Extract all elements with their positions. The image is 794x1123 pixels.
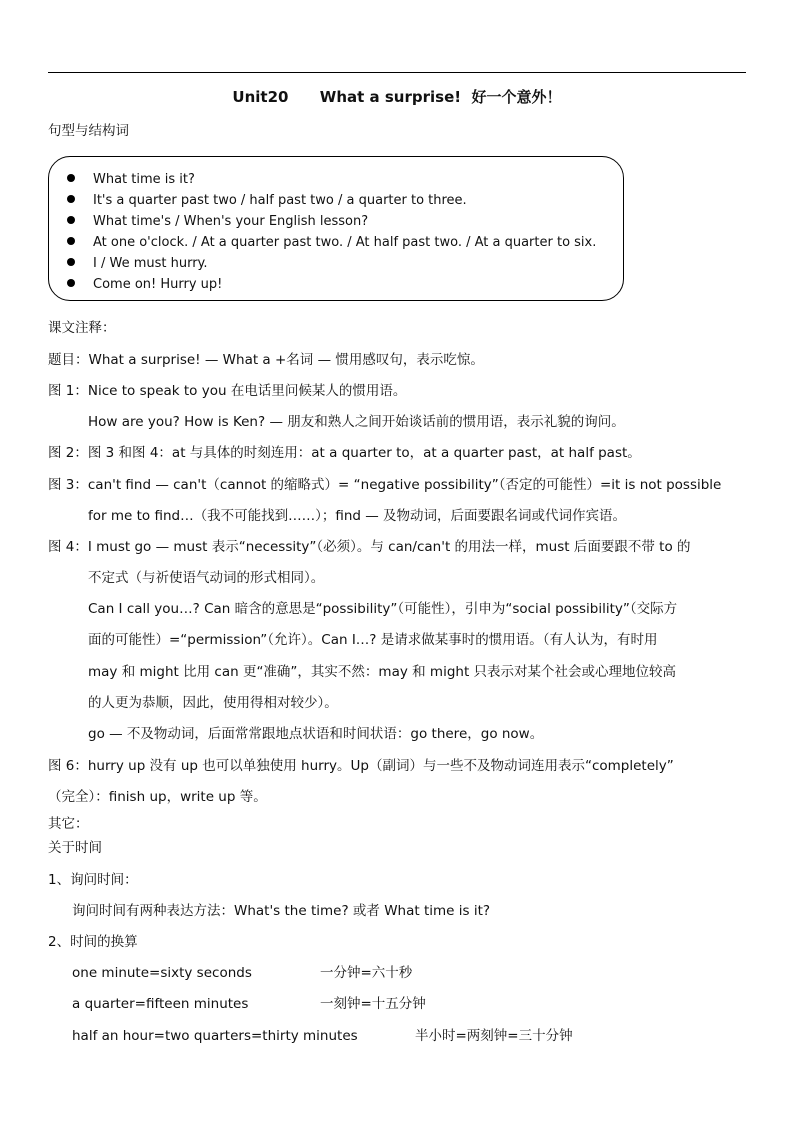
- time-heading: 关于时间: [48, 840, 102, 856]
- bullet-icon: [67, 237, 75, 245]
- pattern-text: What time is it?: [93, 172, 195, 187]
- note-line: go — 不及物动词，后面常常跟地点状语和时间状语：go there，go now。: [88, 726, 544, 742]
- note-line: How are you? How is Ken? — 朋友和熟人之间开始谈话前的惯用语，表示礼貌的询问。: [88, 414, 625, 430]
- note-line: Can I call you…? Can 暗含的意思是“possibility”（可能性），引申为“social possibility”（交际方: [88, 601, 678, 617]
- note-line: for me to find…（我不可能找到……）；find — 及物动词，后面要跟名词或代词作宾语。: [88, 508, 627, 524]
- section-heading: 句型与结构词: [48, 123, 129, 139]
- bullet-icon: [67, 195, 75, 203]
- pattern-text: What time's / When's your English lesson?: [93, 214, 369, 229]
- note-line: 图 3：can't find — can't（cannot 的缩略式）= “negative possibility”（否定的可能性）=it is not possible: [48, 477, 722, 493]
- conversion-heading: 2、时间的换算: [48, 934, 138, 950]
- header-rule: [48, 72, 746, 73]
- note-line: 图 2：图 3 和图 4：at 与具体的时刻连用：at a quarter to，at a quarter past，at half past。: [48, 445, 641, 461]
- note-line: 不定式（与祈使语气动词的形式相同）。: [88, 570, 325, 586]
- list-item: [67, 232, 596, 253]
- other-heading: 其它：: [48, 816, 89, 832]
- pattern-text: At one o'clock. / At a quarter past two. / At half past two. / At a quarter to six.: [93, 235, 597, 250]
- note-line: 图 1：Nice to speak to you 在电话里问候某人的惯用语。: [48, 383, 407, 399]
- note-line: 题目：What a surprise! — What a +名词 — 惯用感叹句，表示吃惊。: [48, 352, 484, 368]
- notes-heading: 课文注释：: [48, 320, 116, 336]
- list-item: [67, 274, 596, 295]
- conversion-en: one minute=sixty seconds: [72, 965, 252, 981]
- note-line: 面的可能性）=“permission”（允许）。Can I…? 是请求做某事时的惯用语。（有人认为，有时用: [88, 632, 658, 648]
- conversion-en: half an hour=two quarters=thirty minutes: [72, 1028, 358, 1044]
- ask-time-text: 询问时间有两种表达方法：What's the time? 或者 What time is it?: [72, 903, 491, 919]
- bullet-icon: [67, 216, 75, 224]
- conversion-zh: 半小时=两刻钟=三十分钟: [415, 1028, 573, 1044]
- pattern-text: It's a quarter past two / half past two / a quarter to three.: [93, 193, 467, 208]
- pattern-text: I / We must hurry.: [93, 256, 208, 271]
- note-line: 的人更为恭顺，因此，使用得相对较少）。: [88, 695, 338, 711]
- list-item: [67, 169, 596, 190]
- bullet-icon: [67, 174, 75, 182]
- ask-time-heading: 1、询问时间：: [48, 872, 138, 888]
- sentence-patterns-box: [48, 156, 624, 301]
- list-item: [67, 190, 596, 211]
- list-item: [67, 253, 596, 274]
- bullet-icon: [67, 279, 75, 287]
- sentence-patterns-list: [67, 169, 596, 295]
- note-line: may 和 might 比用 can 更“准确”，其实不然：may 和 might 只表示对某个社会或心理地位较高: [88, 664, 677, 680]
- conversion-zh: 一刻钟=十五分钟: [320, 996, 426, 1012]
- note-line: （完全）：finish up，write up 等。: [48, 789, 267, 805]
- bullet-icon: [67, 258, 75, 266]
- conversion-en: a quarter=fifteen minutes: [72, 996, 249, 1012]
- note-line: 图 6：hurry up 没有 up 也可以单独使用 hurry。Up（副词）与一些不及物动词连用表示“completely”: [48, 758, 674, 774]
- note-line: 图 4：I must go — must 表示“necessity”（必须）。与 can/can't 的用法一样，must 后面要跟不带 to 的: [48, 539, 691, 555]
- pattern-text: Come on! Hurry up!: [93, 277, 223, 292]
- list-item: [67, 211, 596, 232]
- page-title: Unit20 What a surprise! 好一个意外！: [232, 88, 562, 106]
- conversion-zh: 一分钟=六十秒: [320, 965, 413, 981]
